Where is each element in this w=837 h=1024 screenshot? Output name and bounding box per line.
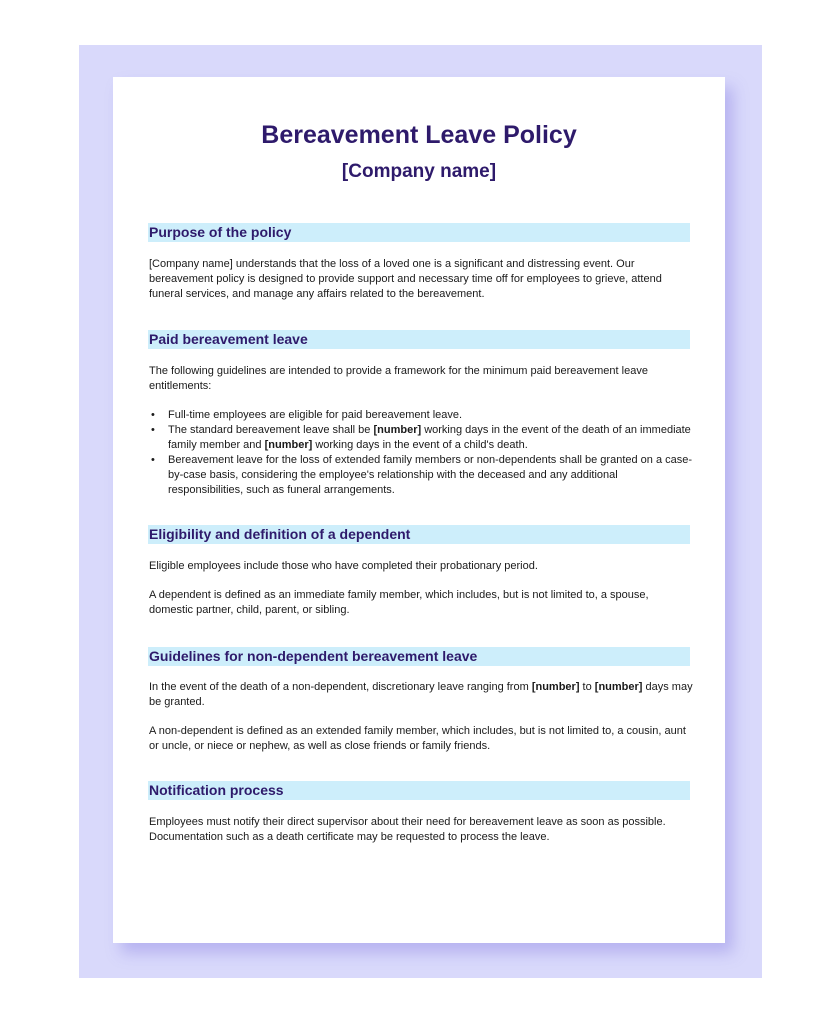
non-dependent-paragraph-2: A non-dependent is defined as an extended family member, which includes, but is not limited to, a cousin, aunt or uncle, or niece or nephew, as well as close friends or family friends. [149, 725, 686, 752]
heading-purpose: Purpose of the policy [148, 223, 690, 242]
heading-eligibility: Eligibility and definition of a dependent [148, 525, 690, 544]
list-item: • Bereavement leave for the loss of extended family members or non-dependents shall be granted on a case-by-case basis, considering the employee's relationship with the deceased and any additional responsibilities, such as funeral arrangements. [151, 454, 693, 496]
list-item: • Full-time employees are eligible for paid bereavement leave. [151, 409, 463, 421]
document-title: Bereavement Leave Policy [261, 121, 577, 149]
eligibility-paragraph-2: A dependent is defined as an immediate family member, which includes, but is not limited to, a spouse, domestic partner, child, parent, or sibling. [149, 589, 649, 616]
purpose-paragraph: [Company name] understands that the loss of a loved one is a significant and distressing event. Our bereavement policy is designed to provide support and necessary time off for employees to grieve, attend funeral services, and manage any affairs related to the bereavement. [149, 258, 662, 300]
list-item: • The standard bereavement leave shall be [number] working days in the event of the death of an immediate family member and [number] working days in the event of a child's death. [151, 424, 691, 451]
heading-notification: Notification process [148, 781, 690, 800]
non-dependent-paragraph-1: In the event of the death of a non-dependent, discretionary leave ranging from [number] to [number] days may be granted. [149, 681, 693, 708]
paid-leave-bullet-list [149, 408, 695, 498]
paid-leave-intro: The following guidelines are intended to provide a framework for the minimum paid bereavement leave entitlements: [149, 365, 648, 392]
heading-non-dependent: Guidelines for non-dependent bereavement leave [148, 647, 690, 666]
heading-paid-leave: Paid bereavement leave [148, 330, 690, 349]
document-page [113, 77, 725, 943]
eligibility-paragraph-1: Eligible employees include those who have completed their probationary period. [149, 560, 538, 572]
notification-paragraph: Employees must notify their direct supervisor about their need for bereavement leave as soon as possible. Documentation such as a death certificate may be requested to process the leave. [149, 816, 666, 843]
company-name-subtitle: [Company name] [341, 161, 497, 182]
